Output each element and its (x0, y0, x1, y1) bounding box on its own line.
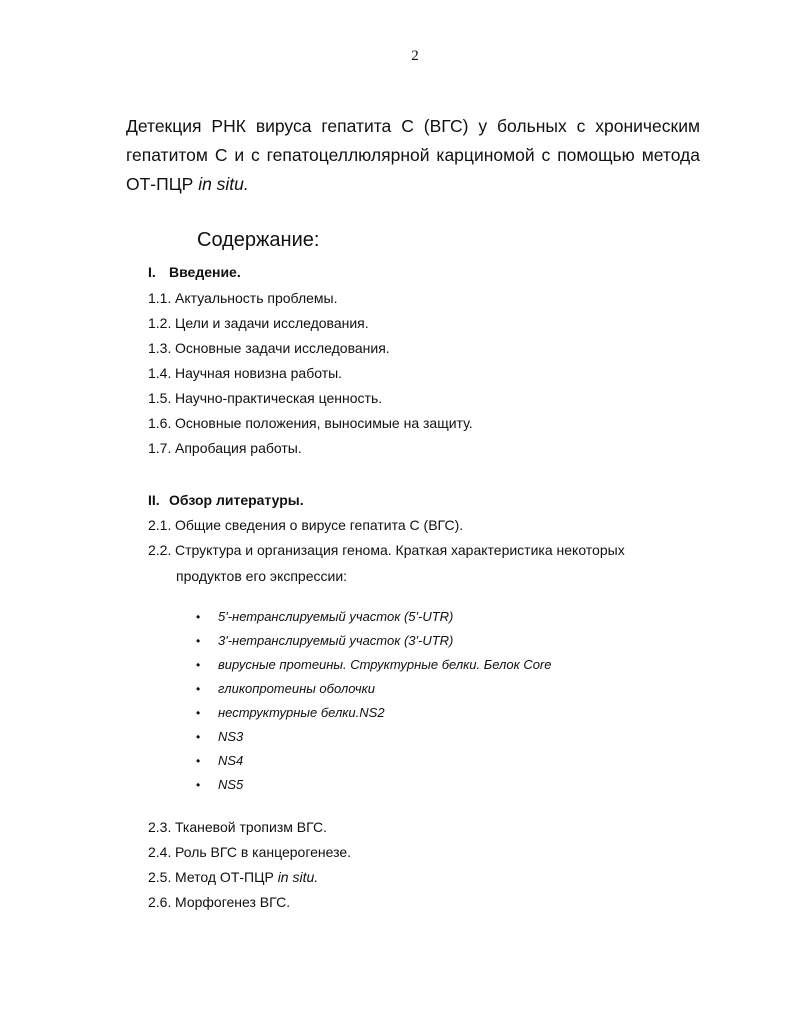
toc-item-2-3 (148, 819, 327, 835)
bullet-dot: • (196, 706, 201, 720)
bullet-text: гликопротеины оболочки (218, 681, 375, 696)
section-2-numeral: II. (148, 492, 160, 508)
bullet-dot: • (196, 754, 201, 768)
bullet-text: 5'-нетранслируемый участок (5'-UTR) (218, 609, 454, 624)
toc-item-number: 2.2. (148, 542, 172, 558)
toc-item-text: Апробация работы. (175, 440, 302, 456)
bullet-item (196, 777, 243, 792)
bullet-text: вирусные протеины. Структурные белки. Белок Core (218, 657, 552, 672)
toc-item-text: Актуальность проблемы. (175, 290, 338, 306)
title-italic: in situ. (198, 174, 249, 194)
bullet-item (196, 729, 243, 744)
contents-heading: Содержание: (197, 229, 320, 251)
toc-item-number: 2.1. (148, 517, 172, 533)
document-title (126, 112, 700, 199)
toc-item-1-5 (148, 390, 382, 406)
toc-item-1-6 (148, 415, 473, 431)
toc-item-number: 1.1. (148, 290, 172, 306)
toc-item-number: 2.4. (148, 844, 172, 860)
toc-item-text: Роль ВГС в канцерогенезе. (175, 844, 352, 860)
title-text: Детекция РНК вируса гепатита С (ВГС) у больных с хроническим гепатитом С и с гепатоцеллюлярной карциномой с помощью метода ОТ-ПЦР (126, 116, 700, 194)
bullet-text: NS5 (218, 777, 244, 792)
toc-item-italic: in situ. (277, 869, 319, 885)
bullet-item (196, 705, 385, 720)
toc-item-1-3 (148, 340, 390, 356)
toc-item-number: 1.5. (148, 390, 172, 406)
toc-item-number: 1.6. (148, 415, 172, 431)
toc-item-number: 2.6. (148, 894, 172, 910)
page-number: 2 (411, 48, 419, 64)
toc-item-number: 1.2. (148, 315, 172, 331)
section-2-heading (148, 492, 304, 508)
toc-item-text: Морфогенез ВГС. (175, 894, 291, 910)
bullet-text: NS4 (218, 753, 244, 768)
toc-item-1-4 (148, 365, 342, 381)
bullet-item (196, 633, 453, 648)
section-1-numeral: I. (148, 264, 156, 280)
bullet-item (196, 681, 375, 696)
toc-item-number: 2.5. (148, 869, 172, 885)
bullet-text: 3'-нетранслируемый участок (3'-UTR) (218, 633, 454, 648)
toc-item-1-7 (148, 440, 302, 456)
toc-item-text: Основные задачи исследования. (175, 340, 390, 356)
bullet-text: неструктурные белки.NS2 (218, 705, 385, 720)
bullet-item (196, 609, 453, 624)
toc-item-text: Цели и задачи исследования. (175, 315, 369, 331)
toc-item-number: 1.7. (148, 440, 172, 456)
bullet-dot: • (196, 658, 201, 672)
toc-item-text: Тканевой тропизм ВГС. (175, 819, 328, 835)
toc-item-2-6 (148, 894, 290, 910)
toc-item-1-1 (148, 290, 337, 306)
section-2-title: Обзор литературы. (169, 492, 304, 508)
toc-item-text: Метод ОТ-ПЦР (175, 869, 278, 885)
bullet-item (196, 657, 552, 672)
toc-item-text: Общие сведения о вирусе гепатита С (ВГС). (175, 517, 464, 533)
toc-item-text: Структура и организация генома. Краткая характеристика некоторых (175, 542, 625, 558)
section-1-heading (148, 264, 241, 280)
bullet-dot: • (196, 682, 201, 696)
toc-item-2-5 (148, 869, 318, 885)
toc-item-2-2-continuation: продуктов его экспрессии: (176, 568, 348, 584)
toc-item-number: 1.4. (148, 365, 172, 381)
toc-item-2-1 (148, 517, 463, 533)
toc-item-2-4 (148, 844, 351, 860)
toc-item-number: 1.3. (148, 340, 172, 356)
bullet-text: NS3 (218, 729, 244, 744)
toc-item-text: Основные положения, выносимые на защиту. (175, 415, 473, 431)
toc-item-text: Научно-практическая ценность. (175, 390, 383, 406)
section-1-title: Введение. (169, 264, 241, 280)
bullet-dot: • (196, 610, 201, 624)
toc-item-2-2 (148, 542, 625, 558)
toc-item-1-2 (148, 315, 369, 331)
bullet-dot: • (196, 634, 201, 648)
bullet-dot: • (196, 730, 201, 744)
toc-item-text: Научная новизна работы. (175, 365, 343, 381)
bullet-item (196, 753, 243, 768)
toc-item-number: 2.3. (148, 819, 172, 835)
bullet-dot: • (196, 778, 201, 792)
